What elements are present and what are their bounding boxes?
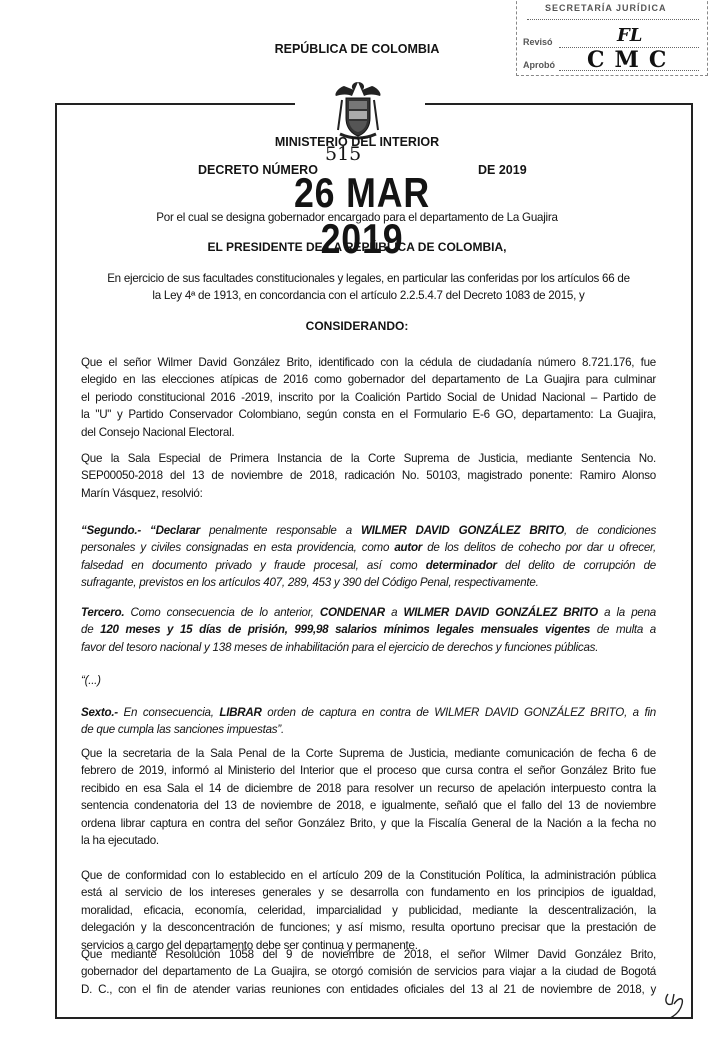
decree-subtitle: Por el cual se designa gobernador encargado para el departamento de La Guajira — [156, 211, 558, 224]
text-line — [81, 354, 656, 371]
text-segment: falsedad en documento privado y fraude procesal, así como — [81, 558, 426, 572]
review-stamp — [516, 0, 708, 76]
text-line — [81, 539, 656, 556]
text-segment: del Consejo Nacional Electoral. — [81, 425, 235, 439]
text-line — [81, 406, 656, 423]
text-line — [81, 745, 656, 762]
frame-bottom — [55, 1017, 693, 1019]
articulo-209-paragraph — [81, 867, 656, 954]
text-segment: sentencia condenatoria del 13 de noviembre de 2018, e igualmente, señaló que el fallo del 13 de noviembre — [81, 799, 656, 813]
text-segment: Que mediante Resolución 1058 del 9 de noviembre de 2018, el señor Wilmer David González Brito, — [81, 948, 656, 961]
handwritten-initials-signature — [662, 990, 690, 1020]
text-line — [81, 639, 656, 656]
text-line — [81, 832, 656, 849]
text-segment: Tercero. — [81, 606, 125, 619]
frame-top-right — [425, 103, 693, 105]
text-segment: Como consecuencia de lo anterior, — [124, 606, 320, 619]
decree-label: DECRETO NÚMERO — [198, 163, 318, 177]
text-segment: servicios a cargo del departamento debe ser continua y permanente. — [81, 938, 418, 952]
text-line — [81, 672, 656, 689]
text-segment: la ha ejecutado. — [81, 833, 159, 847]
considerando-heading: CONSIDERANDO: — [305, 319, 409, 333]
sentencia-paragraph — [81, 450, 656, 502]
text-segment: de que cumpla las sanciones impuestas”. — [81, 723, 284, 737]
frame-top-left — [55, 103, 295, 105]
text-segment: moralidad, eficacia, economía, celeridad, imparcialidad y publicidad, mediante la descentralización, la — [81, 903, 656, 917]
text-line — [81, 604, 656, 621]
text-line — [81, 981, 656, 998]
text-line — [81, 867, 656, 884]
text-line — [81, 424, 656, 441]
text-segment: orden de captura en contra de WILMER DAVID GONZÁLEZ BRITO, a fin — [261, 706, 657, 719]
text-segment: LIBRAR — [219, 706, 262, 719]
text-segment: D. C., con el fin de atender varias reuniones con entidades oficiales del 13 al 21 de noviembre de 2018, y — [81, 982, 656, 996]
text-segment: la Ley 4ª de 1913, en concordancia con el artículo 2.2.5.4.7 del Decreto 1083 de 2015, y — [152, 289, 585, 303]
tercero-quote — [81, 604, 656, 656]
text-segment: favor del tesoro nacional y 138 meses de inhabilitación para el ejercicio de derechos y funciones públicas. — [81, 640, 599, 654]
text-segment: autor — [394, 541, 423, 555]
text-line — [81, 946, 656, 963]
text-segment: “Segundo.- “Declarar — [81, 524, 200, 537]
text-line — [81, 522, 656, 539]
text-segment: “(...) — [81, 674, 101, 687]
text-segment: elegido en las elecciones atípicas de 2016 como gobernador del departamento de La Guajira para culminar — [81, 373, 656, 387]
text-segment: Que el señor Wilmer David González Brito, identificado con la cédula de ciudadanía número 8.721.176, fue — [81, 356, 656, 369]
aprobo-initials: CMC — [587, 47, 677, 73]
ellipsis-quote — [81, 672, 656, 689]
text-segment: WILMER DAVID GONZÁLEZ BRITO — [360, 524, 565, 537]
text-segment: está al servicio de los intereses generales y se desarrolla con fundamento en los principios de igualdad, — [81, 886, 656, 900]
text-segment: Sexto.- — [81, 706, 118, 719]
segundo-quote — [81, 522, 656, 592]
text-segment: Que la Sala Especial de Primera Instancia de la Corte Suprema de Justicia, mediante Sentencia No. — [81, 452, 656, 465]
text-segment: de multa a — [590, 623, 656, 637]
text-segment: Que la secretaria de la Sala Penal de la Corte Suprema de Justicia, mediante comunicación de fecha 6 de — [81, 747, 656, 760]
text-line — [81, 621, 656, 638]
text-segment: la "U" y Partido Conservador Colombiano, según consta en el Formulario E-6 GO, departamento: La Guajira, — [81, 408, 656, 422]
text-line — [81, 797, 656, 814]
text-line — [81, 287, 656, 304]
text-line — [81, 371, 656, 388]
text-line — [81, 270, 656, 287]
president-heading: EL PRESIDENTE DE LA REPÚBLICA DE COLOMBIA, — [207, 240, 507, 254]
text-segment: 120 meses y 15 días de prisión, 999,98 salarios mínimos legales mensuales vigentes — [100, 623, 591, 637]
text-segment: En consecuencia, — [117, 706, 220, 719]
text-segment: del delito de corrupción de — [496, 558, 656, 572]
text-line — [81, 815, 656, 832]
text-segment: CONDENAR — [319, 606, 385, 619]
text-line — [81, 963, 656, 980]
republic-title: REPÚBLICA DE COLOMBIA — [274, 42, 440, 56]
secretaria-paragraph — [81, 745, 656, 849]
resolucion-1058-paragraph — [81, 946, 656, 998]
text-segment: En ejercicio de sus facultades constitucionales y legales, en particular las conferidas por los artículos 66 de — [107, 272, 630, 285]
text-line — [81, 574, 656, 591]
text-line — [81, 919, 656, 936]
text-segment: recibido en esa Sala el 14 de diciembre de 2018 para resolver un recurso de apelación interpuesto contra la — [81, 781, 656, 795]
stamp-aprobo-label: Aprobó — [523, 60, 555, 70]
text-segment: el periodo constitucional 2016 -2019, inscrito por la Coalición Partido Social de Unidad Nacional – Partido de — [81, 390, 656, 404]
stamp-title: SECRETARÍA JURÍDICA — [545, 3, 667, 13]
date-stamp: 26 MAR 2019 — [293, 169, 431, 262]
text-line — [81, 557, 656, 574]
text-segment: sufragante, previstos en los artículos 407, 289, 453 y 390 del Código Penal, respectivamente. — [81, 576, 539, 590]
ministry-title: MINISTERIO DEL INTERIOR — [274, 135, 440, 149]
text-segment: a — [384, 606, 404, 619]
text-segment: WILMER DAVID GONZÁLEZ BRITO — [403, 606, 598, 619]
eleccion-paragraph — [81, 354, 656, 441]
text-segment: delegación y la desconcentración de funciones; y así mismo, resulta oportuno precisar que la prestación de — [81, 921, 656, 935]
text-line — [81, 485, 656, 502]
decree-number: 515 — [325, 143, 362, 165]
text-segment: de los delitos de cohecho por dar u ofrecer, — [422, 541, 656, 555]
text-segment: gobernador del departamento de La Guajira, se otorgó comisión de servicios para viajar a la ciudad de Bogotá — [81, 965, 656, 979]
text-segment: febrero de 2019, informó al Ministerio del Interior que el proceso que cursa contra el señor González Brito fue — [81, 764, 656, 778]
stamp-reviso-label: Revisó — [523, 37, 553, 47]
text-segment: ordena librar captura en contra del señor González Brito, y que la Fiscalía General de la Nación a la fecha no — [81, 816, 656, 830]
text-line — [81, 902, 656, 919]
text-line — [81, 467, 656, 484]
decree-year: DE 2019 — [478, 163, 527, 177]
text-line — [81, 389, 656, 406]
text-line — [81, 884, 656, 901]
text-line — [81, 780, 656, 797]
text-segment: Marín Vásquez, resolvió: — [81, 486, 203, 500]
reviso-initials: FL — [617, 25, 643, 46]
text-segment: SEP00050-2018 del 13 de noviembre de 2018, radicación No. 50103, magistrado ponente: Ramiro Alonso — [81, 469, 656, 483]
text-segment: determinador — [425, 558, 497, 572]
sexto-quote — [81, 704, 656, 739]
text-segment: penalmente responsable a — [200, 524, 361, 537]
text-segment: Que de conformidad con lo establecido en el artículo 209 de la Constitución Política, la administración pública — [81, 869, 656, 882]
text-line — [81, 450, 656, 467]
text-line — [81, 704, 656, 721]
text-line — [81, 721, 656, 738]
text-segment: , de condiciones — [564, 524, 656, 537]
text-segment: de — [81, 623, 101, 637]
coat-of-arms-icon — [330, 80, 386, 142]
text-segment: a la pena — [597, 606, 656, 619]
facultades-paragraph — [81, 270, 656, 305]
text-line — [81, 762, 656, 779]
text-segment: personales y civiles consignadas en esta providencia, como — [81, 541, 395, 555]
